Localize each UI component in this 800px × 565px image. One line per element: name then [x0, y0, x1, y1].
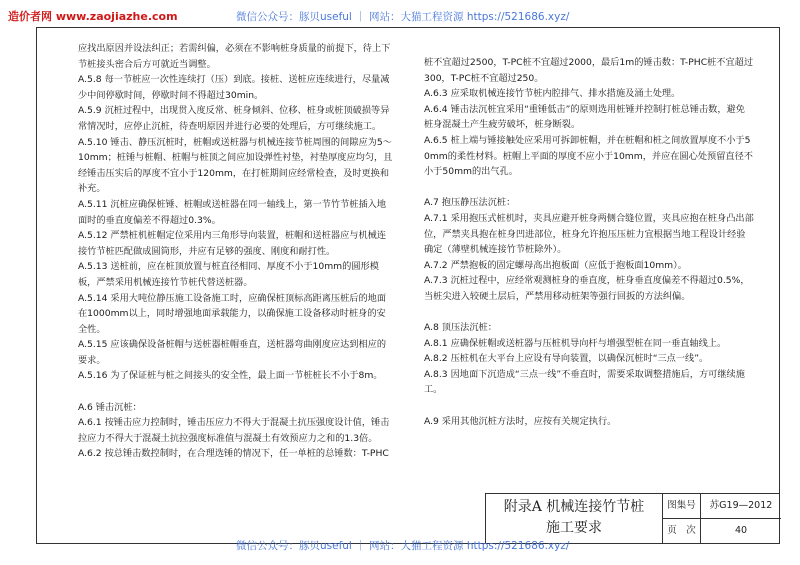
paragraph: A.5.11 沉桩应确保桩锤、桩帽或送桩器在同一轴线上，第一节竹节桩插入地面时的垂直度偏差不得超过0.3%。 [78, 198, 387, 226]
section-heading: A.6 锤击沉桩： [78, 401, 142, 413]
title-line-2: 施工要求 [546, 520, 602, 536]
section-heading: A.8 顶压法沉桩： [424, 322, 497, 334]
paragraph: A.8.2 压桩机在大平台上应设有导向装置，以确保沉桩时“三点一线”。 [424, 353, 709, 365]
paragraph: 应找出原因并设法纠正；若需纠偏，必须在不影响桩身质量的前提下，待上下节桩接头密合后方可就近当调整。 [78, 43, 391, 70]
page-number: 40 [734, 525, 748, 536]
paragraph: A.6.5 桩上端与锤接触处应采用可拆卸桩帽，并在桩帽和桩之间放置厚度不小于50mm的柔性材料。桩帽上平面的厚度不应小于10mm，并应在圆心处预留直径不小于50mm的出气孔。 [424, 134, 753, 178]
top-watermark: 微信公众号：豚贝useful ｜ 网站：大猫工程资源 https://521686.xyz/ [236, 11, 570, 23]
section-heading: A.7 抱压静压法沉桩： [424, 197, 516, 209]
paragraph: A.5.15 应该确保设备桩帽与送桩器桩帽垂直，送桩器弯曲刚度应达到相应的要求。 [78, 339, 387, 366]
atlas-number-value: 苏G19—2012 [701, 494, 781, 519]
paragraph: A.7.3 沉桩过程中，应经常观测桩身的垂直度，桩身垂直度偏差不得超过0.5%，当桩尖进入较硬土层后，严禁用移动桩架等强行回扳的方法纠偏。 [424, 275, 750, 302]
title-line-1: 附录A 机械连接竹节桩 [503, 499, 645, 515]
paragraph: 桩不宜超过2500，T-PC桩不宜超过2000，最后1m的锤击数：T-PHC桩不宜超过300，T-PC桩不宜超过250。 [424, 57, 754, 84]
paragraph: A.6.1 按锤击应力控制时，锤击压应力不得大于混凝土抗压强度设计值，锤击拉应力不得大于混凝土抗拉强度标准值与混凝土有效预应力之和的1.3倍。 [78, 417, 390, 444]
paragraph: A.5.12 严禁桩机桩帽定位采用内三角形导向装置，桩帽和送桩器应与机械连接竹节桩匹配做成圆筒形，并应有足够的强度、刚度和耐打性。 [78, 230, 387, 257]
paragraph: A.7.2 严禁抱板的固定螺母高出抱板面（应低于抱板面10mm）。 [424, 259, 687, 271]
right-text-column [424, 55, 754, 429]
site-watermark: 造价者网 www.zaojiazhe.com [8, 10, 178, 23]
paragraph: A.5.16 为了保证桩与桩之间接头的安全性，最上面一节桩桩长不小于8m。 [78, 370, 383, 382]
paragraph: A.5.13 送桩前，应在桩顶放置与桩直径相同、厚度不小于10mm的圆形模板，严禁采用机械连接竹节桩代替送桩器。 [78, 261, 379, 288]
paragraph: A.7.1 采用抱压式桩机时，夹具应避开桩身两侧合缝位置，夹具应抱在桩身凸出部位，严禁夹具抱在桩身凹进部位，桩身允许抱压压桩力宜根据当地工程设计经验确定（薄壁机械连接竹节桩除外）。 [424, 212, 754, 256]
title-block [485, 493, 780, 544]
paragraph: A.6.3 应采取机械连接竹节桩内腔排气、排水措施及涌土处理。 [424, 88, 681, 100]
paragraph: A.5.9 沉桩过程中，出现贯入度反常、桩身倾斜、位移、桩身或桩顶破损等异常情况时，应停止沉桩，待查明原因并进行必要的处理后，方可继续施工。 [78, 105, 390, 132]
bottom-watermark: 微信公众号：豚贝useful ｜ 网站：大猫工程资源 https://521686.xyz/ [236, 540, 570, 552]
paragraph: A.5.14 采用大吨位静压施工设备施工时，应确保桩顶标高距离压桩后的地面在1000mm以上，同时增强地面承载能力，以确保施工设备移动时桩身的安全性。 [78, 292, 387, 335]
paragraph: A.6.4 锤击法沉桩宜采用“重锤低击”的原则选用桩锤并控制打桩总锤击数，避免桩身混凝土产生疲劳破坏，桩身断裂。 [424, 103, 745, 131]
paragraph: A.5.8 每一节桩应一次性连续打（压）到底。接桩、送桩应连续进行，尽量减少中间停歇时间，停歇时间不得超过30min。 [78, 74, 390, 101]
atlas-number-label: 图集号 [663, 494, 701, 519]
paragraph: A.8.3 因地面下沉造成“三点一线”不垂直时，需要采取调整措施后，方可继续施工。 [424, 368, 745, 396]
section-heading: A.9 采用其他沉桩方法时，应按有关规定执行。 [424, 415, 617, 427]
paragraph: A.8.1 应确保桩帽或送桩器与压桩机导向杆与增强型桩在同一垂直轴线上。 [424, 337, 727, 349]
left-text-column [78, 41, 394, 462]
paragraph: A.6.2 按总锤击数控制时，在合理选锤的情况下，任一单桩的总锤数：T-PHC [78, 448, 389, 460]
paragraph: A.5.10 锤击、静压沉桩时，桩帽或送桩器与机械连接节桩周围的间隙应为5～10mm；桩锤与桩帽、桩帽与桩顶之间应加设弹性衬垫，衬垫厚度应均匀，且经锤击压实后的厚度不宜小于120mm，在打桩期间应经常检查，及时更换和补充。 [78, 136, 393, 195]
drawing-title [486, 494, 663, 544]
page-label: 页 次 [663, 519, 701, 544]
